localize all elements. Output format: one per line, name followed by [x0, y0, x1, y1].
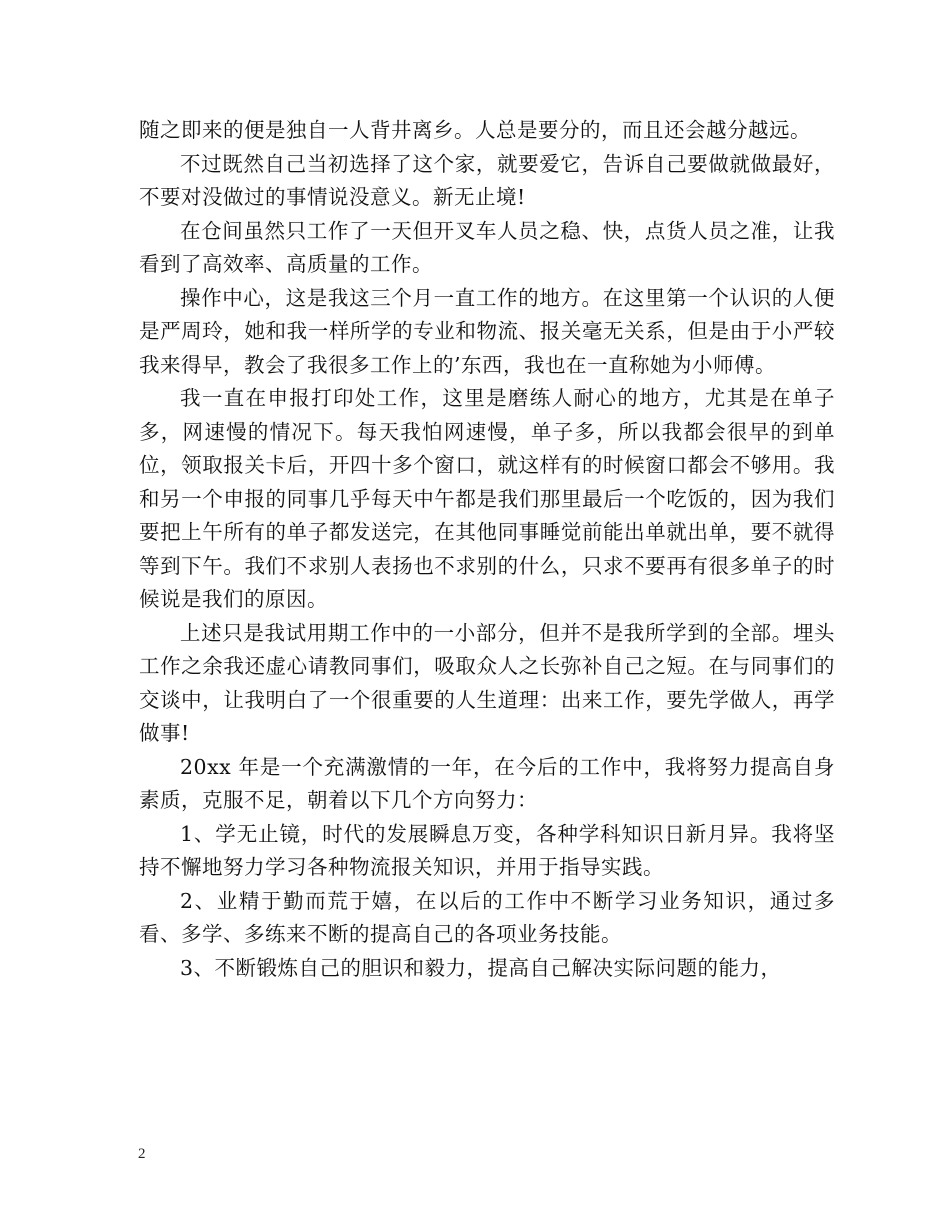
paragraph-5: 我一直在申报打印处工作，这里是磨练人耐心的地方，尤其是在单子多，网速慢的情况下。每天我怕网速慢，单子多，所以我都会很早的到单位，领取报关卡后，开四十多个窗口，就这样有的时候窗口都会不够用。我和另一个申报的同事几乎每天中午都是我们那里最后一个吃饭的，因为我们要把上午所有的单子都发送完，在其他同事睡觉前能出单就出单，要不就得等到下午。我们不求别人表扬也不求别的什么，只求不要再有很多单子的时候说是我们的原因。: [139, 386, 835, 611]
paragraph-7: 20xx 年是一个充满激情的一年，在今后的工作中，我将努力提高自身素质，克服不足，朝着以下几个方向努力：: [139, 754, 835, 812]
paragraph-1: 随之即来的便是独自一人背井离乡。人总是要分的，而且还会越分越远。: [139, 118, 811, 142]
paragraph-4: 操作中心，这是我这三个月一直工作的地方。在这里第一个认识的人便是严周玲，她和我一样所学的专业和物流、报关毫无关系，但是由于小严较我来得早，教会了我很多工作上的’东西，我也在一直称她为小师傅。: [139, 285, 835, 377]
paragraph-9: 2、业精于勤而荒于嬉，在以后的工作中不断学习业务知识，通过多看、多学、多练来不断的提高自己的各项业务技能。: [139, 888, 835, 946]
paragraph-8: 1、学无止镜，时代的发展瞬息万变，各种学科知识日新月异。我将坚持不懈地努力学习各种物流报关知识，并用于指导实践。: [139, 821, 835, 879]
paragraph-6: 上述只是我试用期工作中的一小部分，但并不是我所学到的全部。埋头工作之余我还虚心请教同事们，吸取众人之长弥补自己之短。在与同事们的交谈中，让我明白了一个很重要的人生道理：出来工作，要先学做人，再学做事!: [139, 620, 835, 745]
document-body: [139, 114, 835, 985]
page-number: 2: [138, 1146, 146, 1162]
paragraph-2: 不过既然自己当初选择了这个家，就要爱它，告诉自己要做就做最好，不要对没做过的事情说没意义。新无止境!: [139, 151, 835, 209]
paragraph-10: 3、不断锻炼自己的胆识和毅力，提高自己解决实际问题的能力，: [180, 955, 782, 980]
paragraph-3: 在仓间虽然只工作了一天但开叉车人员之稳、快，点货人员之准，让我看到了高效率、高质量的工作。: [139, 218, 835, 276]
